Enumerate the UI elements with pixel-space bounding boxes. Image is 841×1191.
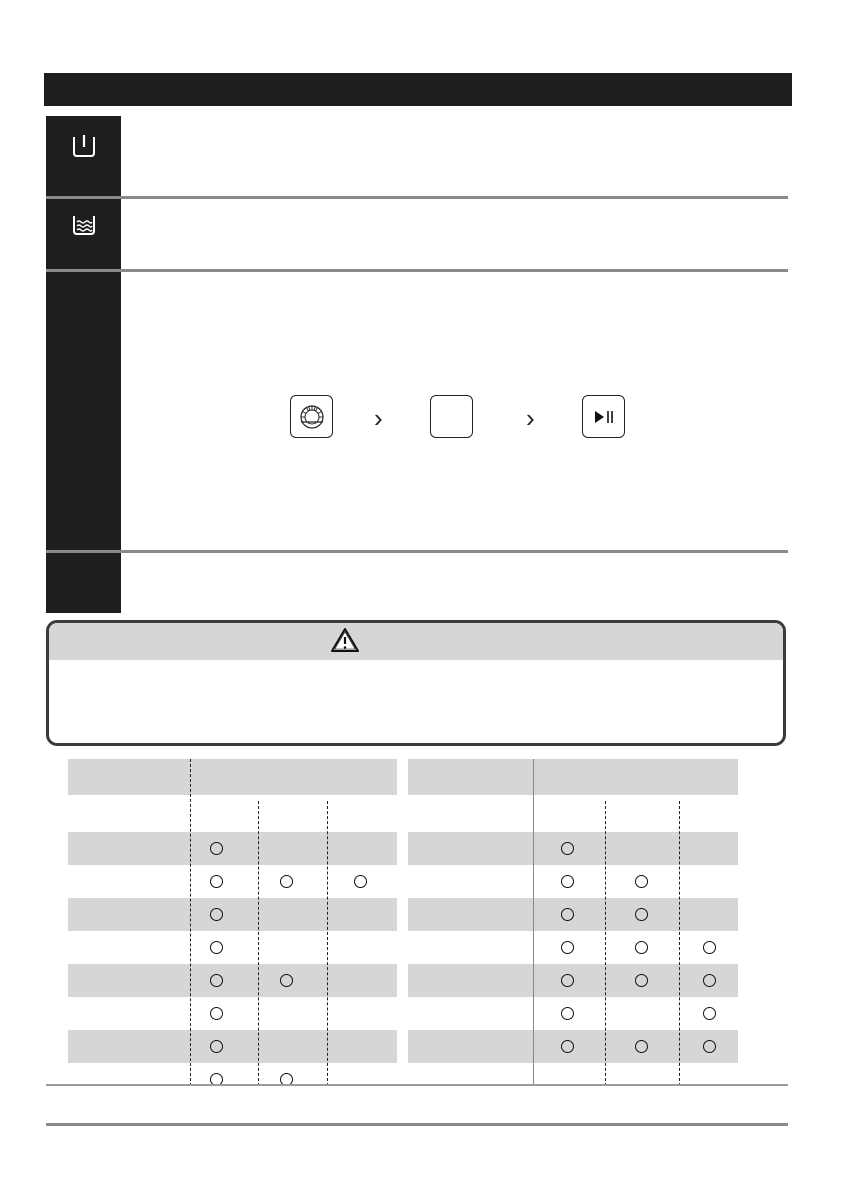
table-row	[68, 931, 397, 964]
available-mark-icon	[354, 875, 367, 888]
chevron-right-icon: ›	[374, 403, 383, 433]
start-pause-button	[582, 395, 625, 438]
blank-button	[430, 395, 473, 438]
row-divider	[46, 269, 788, 272]
row-divider	[46, 196, 788, 199]
available-mark-icon	[635, 941, 648, 954]
available-mark-icon	[703, 941, 716, 954]
table-header	[68, 759, 397, 795]
row-divider	[46, 550, 788, 553]
side-tab-water-level	[46, 198, 121, 270]
available-mark-icon	[561, 941, 574, 954]
program-dial-button	[290, 395, 333, 438]
column-divider	[605, 801, 606, 1086]
available-mark-icon	[561, 908, 574, 921]
chevron-right-icon: ›	[526, 403, 535, 433]
available-mark-icon	[635, 908, 648, 921]
available-mark-icon	[561, 1040, 574, 1053]
table-header	[408, 759, 738, 795]
section-header	[44, 73, 792, 106]
available-mark-icon	[703, 1040, 716, 1053]
column-divider	[327, 801, 328, 1086]
table-row	[68, 1063, 397, 1096]
side-tab-3	[46, 272, 121, 552]
table-row	[68, 964, 397, 997]
available-mark-icon	[703, 974, 716, 987]
available-mark-icon	[210, 974, 223, 987]
side-tab-4	[46, 553, 121, 613]
water-level-icon	[70, 212, 98, 243]
available-mark-icon	[210, 908, 223, 921]
available-mark-icon	[210, 875, 223, 888]
table-row	[68, 898, 397, 931]
column-divider	[258, 801, 259, 1086]
available-mark-icon	[635, 974, 648, 987]
available-mark-icon	[561, 1007, 574, 1020]
footer-divider	[46, 1123, 788, 1126]
available-mark-icon	[635, 875, 648, 888]
table-row	[68, 832, 397, 865]
side-tab-power	[46, 116, 121, 197]
available-mark-icon	[635, 1040, 648, 1053]
caution-header	[49, 623, 783, 660]
available-mark-icon	[280, 875, 293, 888]
available-mark-icon	[210, 1007, 223, 1020]
column-divider	[190, 759, 191, 1086]
table-row	[68, 865, 397, 898]
available-mark-icon	[561, 842, 574, 855]
table-row	[68, 997, 397, 1030]
footer-divider	[46, 1084, 788, 1086]
power-icon	[70, 131, 98, 164]
warning-triangle-icon	[330, 627, 360, 658]
available-mark-icon	[561, 875, 574, 888]
column-divider	[533, 759, 534, 1086]
column-divider	[679, 801, 680, 1086]
table-row	[68, 1030, 397, 1063]
available-mark-icon	[210, 842, 223, 855]
caution-box	[46, 620, 786, 746]
available-mark-icon	[703, 1007, 716, 1020]
available-mark-icon	[561, 974, 574, 987]
available-mark-icon	[280, 974, 293, 987]
available-mark-icon	[210, 941, 223, 954]
available-mark-icon	[210, 1040, 223, 1053]
